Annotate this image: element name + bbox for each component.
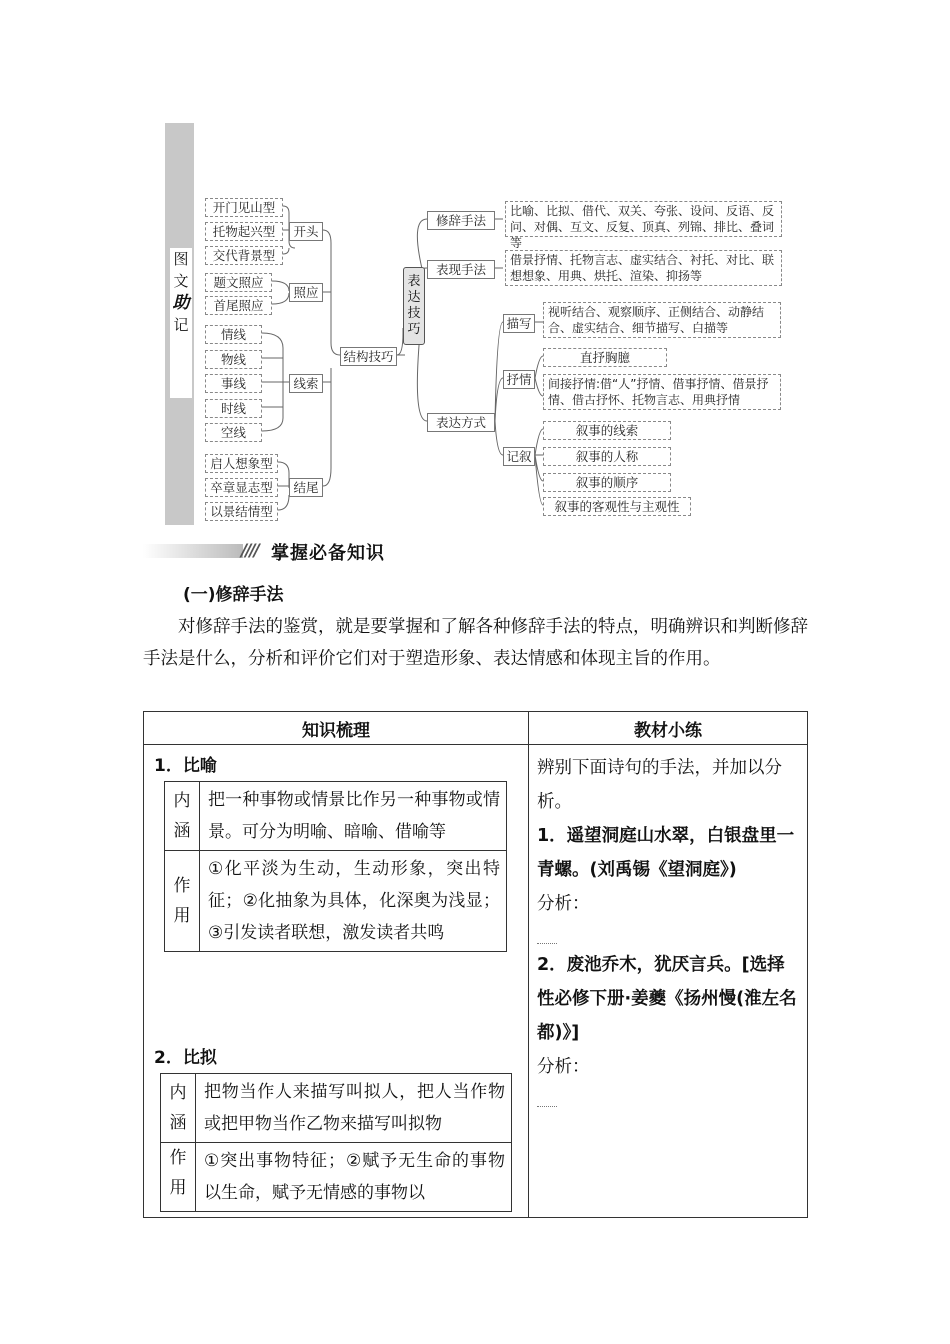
side-strip [165, 123, 194, 525]
exercise-intro: 辨别下面诗句的手法，并加以分析。 [537, 758, 782, 812]
banner-bar [143, 544, 243, 558]
node-clue: 情线 [205, 325, 262, 344]
answer-line [537, 921, 557, 944]
label-text: 内涵 [173, 791, 191, 841]
node-expression-items: 借景抒情、托物言志、虚实结合、衬托、对比、联想想象、用典、烘托、渲染、抑扬等 [505, 250, 782, 286]
node-narrate-item: 叙事的线索 [543, 421, 671, 440]
side-title-char: 图 [173, 250, 189, 268]
item1-use-label [165, 851, 200, 952]
exercise-q1: 1．遥望洞庭山水翠，白银盘里一青螺。(刘禹锡《望洞庭》) [537, 826, 795, 880]
item2-use: ①突出事物特征；②赋予无生命的事物以生命，赋予无情感的事物以 [196, 1143, 512, 1212]
node-describe-items: 视听结合、观察顺序、正侧结合、动静结合、虚实结合、细节描写、白描等 [543, 302, 781, 338]
node-lyric-direct: 直抒胸臆 [543, 348, 667, 367]
item2-def: 把物当作人来描写叫拟人，把人当作物或把甲物当作乙物来描写叫拟物 [196, 1074, 512, 1143]
table-head-left: 知识梳理 [144, 712, 529, 745]
item1-def: 把一种事物或情景比作另一种事物或情景。可分为明喻、暗喻、借喻等 [200, 782, 507, 851]
node-clue: 时线 [205, 399, 262, 418]
mind-map [165, 123, 790, 525]
node-clue: 物线 [205, 350, 262, 369]
section-title: (一)修辞手法 [183, 585, 284, 605]
item2-use-label [161, 1143, 196, 1212]
node-label-clue: 线索 [289, 374, 323, 393]
table-head-right: 教材小练 [529, 712, 808, 745]
node-opening: 托物起兴型 [205, 222, 283, 241]
node-expression: 表现手法 [427, 260, 495, 279]
node-ending: 以景结情型 [205, 502, 278, 521]
node-describe: 描写 [503, 314, 535, 333]
right-column [529, 745, 808, 1218]
node-opening: 交代背景型 [205, 246, 283, 265]
node-echo: 首尾照应 [205, 296, 272, 315]
node-clue: 空线 [205, 423, 262, 442]
banner-title: 掌握必备知识 [271, 543, 385, 564]
node-label-opening: 开头 [289, 222, 323, 241]
section-banner [143, 540, 803, 562]
node-lyric-indirect: 间接抒情:借“人”抒情、借事抒情、借景抒情、借古抒怀、托物言志、用典抒情 [543, 374, 781, 410]
exercise-q1-analysis: 分析： [537, 894, 590, 914]
node-narrate-item: 叙事的顺序 [543, 473, 671, 492]
item2-def-label [161, 1074, 196, 1143]
left-column [144, 745, 529, 1218]
node-narrate: 记叙 [503, 447, 535, 466]
side-title-char: 助 [172, 293, 190, 313]
side-title-char: 文 [173, 272, 189, 290]
side-title-char: 记 [173, 316, 189, 334]
node-structure: 结构技巧 [340, 347, 397, 366]
banner-slashes: //// [241, 541, 258, 561]
item1-def-label [165, 782, 200, 851]
item1-use: ①化平淡为生动，生动形象，突出特征；②化抽象为具体，化深奥为浅显；③引发读者联想，激发读者共鸣 [200, 851, 507, 952]
label-text: 作用 [173, 876, 191, 926]
node-opening: 开门见山型 [205, 198, 283, 217]
node-label-ending: 结尾 [289, 478, 323, 497]
knowledge-table [143, 711, 808, 1218]
item1-table [164, 781, 507, 952]
node-label-echo: 照应 [289, 283, 323, 302]
intro-paragraph: 对修辞手法的鉴赏，就是要掌握和了解各种修辞手法的特点，明确辨识和判断修辞手法是什么，分析和评价它们对于塑造形象、表达情感和体现主旨的作用。 [143, 617, 808, 669]
item1-title: 1．比喻 [154, 756, 217, 776]
item2-title: 2．比拟 [154, 1048, 217, 1068]
node-mode: 表达方式 [427, 413, 495, 432]
label-text: 内涵 [169, 1083, 187, 1133]
exercise-q2: 2．废池乔木，犹厌言兵。[选择性必修下册·姜夔《扬州慢(淮左名都)》] [537, 955, 797, 1043]
exercise-q2-analysis: 分析： [537, 1057, 590, 1077]
node-narrate-item: 叙事的客观性与主观性 [543, 497, 691, 516]
node-echo: 题文照应 [205, 273, 272, 292]
item2-table [160, 1073, 512, 1212]
label-text: 作用 [169, 1148, 187, 1198]
side-title [170, 248, 192, 398]
node-rhetoric-items: 比喻、比拟、借代、双关、夸张、设问、反语、反问、对偶、互文、反复、顶真、列锦、排比、叠词等 [505, 201, 782, 237]
node-clue: 事线 [205, 374, 262, 393]
node-ending: 卒章显志型 [205, 478, 278, 497]
node-narrate-item: 叙事的人称 [543, 447, 671, 466]
node-lyric: 抒情 [503, 370, 535, 389]
node-ending: 启人想象型 [205, 454, 278, 473]
node-center-label: 表达技巧 [407, 274, 421, 337]
node-rhetoric: 修辞手法 [427, 211, 495, 230]
node-center [403, 267, 425, 345]
answer-line [537, 1084, 557, 1107]
